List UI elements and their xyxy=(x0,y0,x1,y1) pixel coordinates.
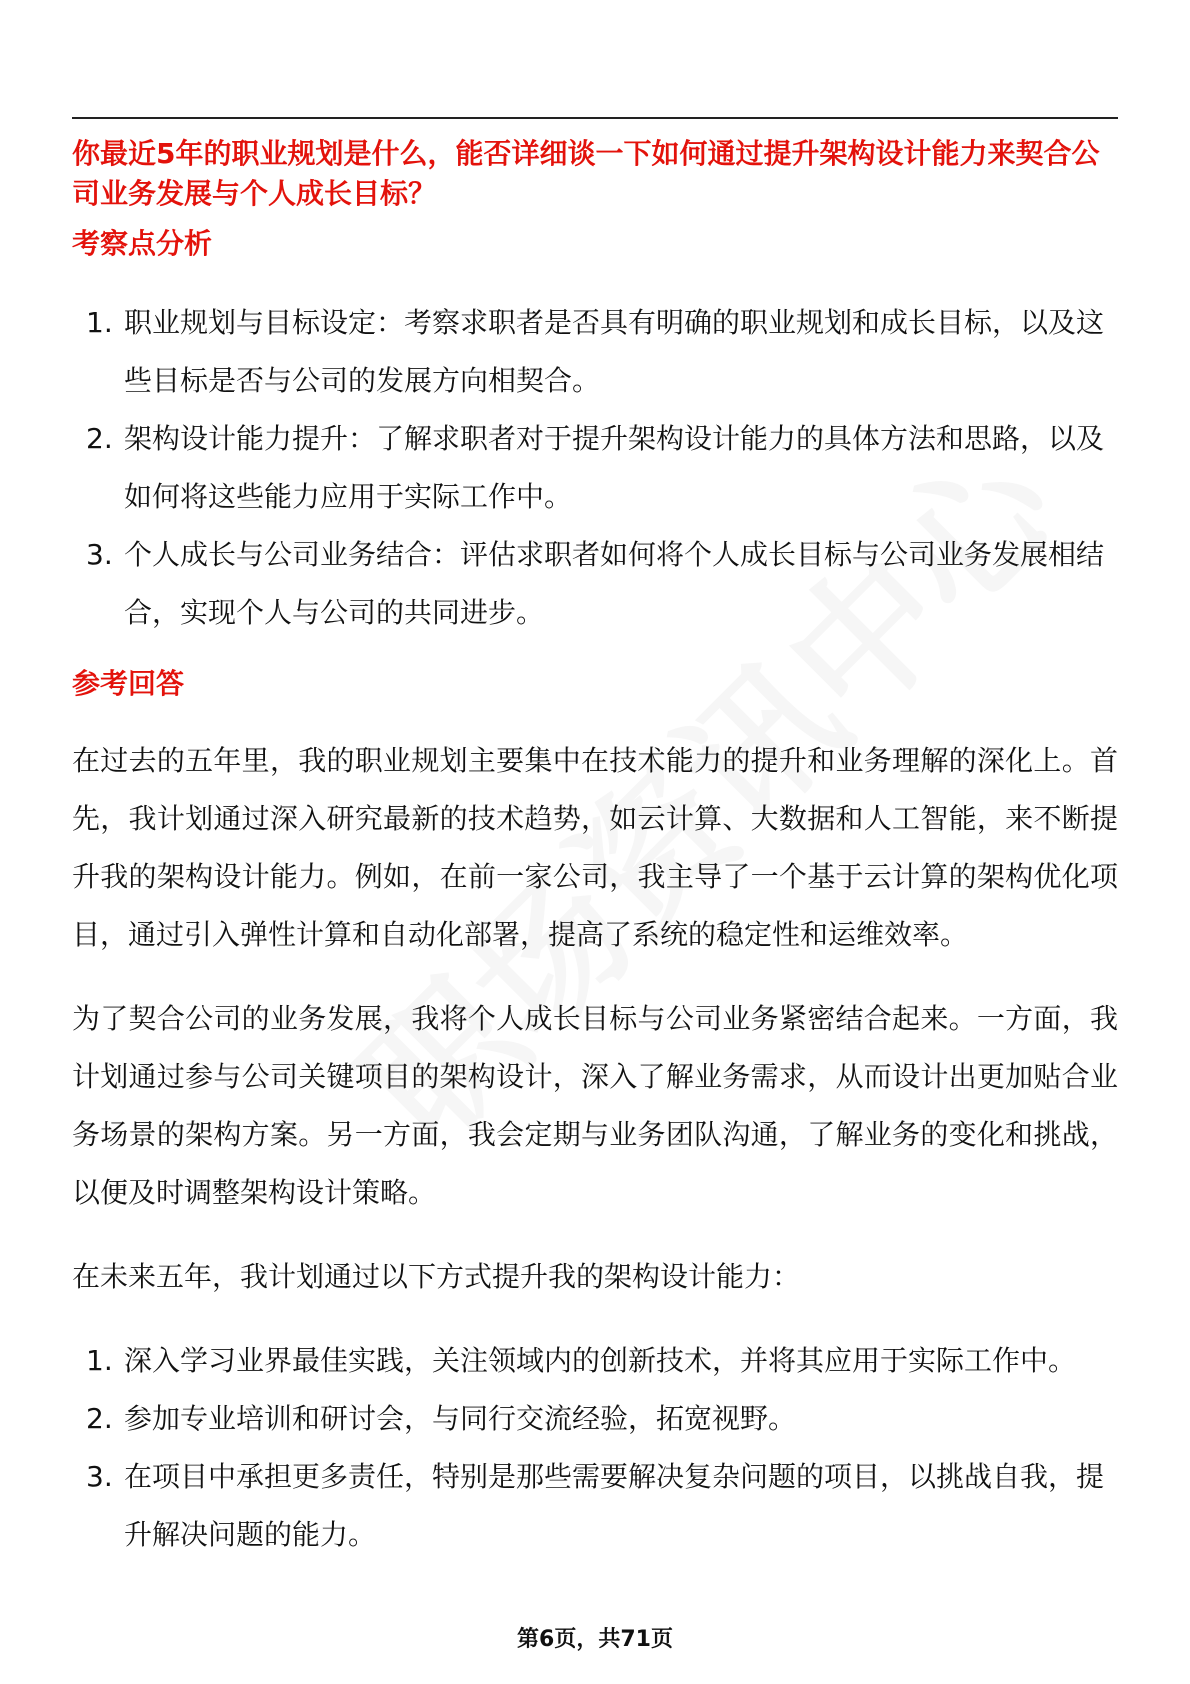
analysis-item xyxy=(72,294,1118,410)
analysis-section-title: 考察点分析 xyxy=(72,227,213,260)
analysis-item-text: 个人成长与公司业务结合：评估求职者如何将个人成长目标与公司业务发展相结合，实现个人与公司的共同进步。 xyxy=(124,538,1105,629)
analysis-list xyxy=(72,294,1118,642)
plan-list xyxy=(72,1332,1118,1564)
top-divider xyxy=(72,117,1118,119)
answer-paragraph: 在未来五年，我计划通过以下方式提升我的架构设计能力： xyxy=(72,1260,801,1293)
document-body xyxy=(72,134,1118,1564)
plan-item xyxy=(72,1332,1118,1390)
answer-section-title: 参考回答 xyxy=(72,667,185,700)
analysis-item-text: 职业规划与目标设定：考察求职者是否具有明确的职业规划和成长目标，以及这些目标是否与公司的发展方向相契合。 xyxy=(124,306,1105,397)
plan-item xyxy=(72,1390,1118,1448)
plan-item-text: 在项目中承担更多责任，特别是那些需要解决复杂问题的项目，以挑战自我，提升解决问题的能力。 xyxy=(124,1460,1105,1551)
analysis-item-text: 架构设计能力提升：了解求职者对于提升架构设计能力的具体方法和思路，以及如何将这些能力应用于实际工作中。 xyxy=(124,422,1105,513)
plan-item-number: 1. xyxy=(86,1344,113,1377)
analysis-item-number: 1. xyxy=(86,306,113,339)
analysis-item-number: 2. xyxy=(86,422,113,455)
question-heading: 你最近5年的职业规划是什么，能否详细谈一下如何通过提升架构设计能力来契合公司业务发展与个人成长目标？ xyxy=(72,137,1100,210)
answer-paragraph: 在过去的五年里，我的职业规划主要集中在技术能力的提升和业务理解的深化上。首先，我计划通过深入研究最新的技术趋势，如云计算、大数据和人工智能，来不断提升我的架构设计能力。例如，在前一家公司，我主导了一个基于云计算的架构优化项目，通过引入弹性计算和自动化部署，提高了系统的稳定性和运维效率。 xyxy=(72,744,1118,951)
plan-item xyxy=(72,1448,1118,1564)
answer-paragraph: 为了契合公司的业务发展，我将个人成长目标与公司业务紧密结合起来。一方面，我计划通过参与公司关键项目的架构设计，深入了解业务需求，从而设计出更加贴合业务场景的架构方案。另一方面，我会定期与业务团队沟通，了解业务的变化和挑战，以便及时调整架构设计策略。 xyxy=(72,1002,1118,1209)
analysis-item xyxy=(72,526,1118,642)
plan-item-number: 2. xyxy=(86,1402,113,1435)
plan-item-text: 深入学习业界最佳实践，关注领域内的创新技术，并将其应用于实际工作中。 xyxy=(124,1344,1077,1377)
page-number: 第6页，共71页 xyxy=(517,1627,673,1652)
analysis-item-number: 3. xyxy=(86,538,113,571)
plan-item-text: 参加专业培训和研讨会，与同行交流经验，拓宽视野。 xyxy=(124,1402,797,1435)
plan-item-number: 3. xyxy=(86,1460,113,1493)
analysis-item xyxy=(72,410,1118,526)
